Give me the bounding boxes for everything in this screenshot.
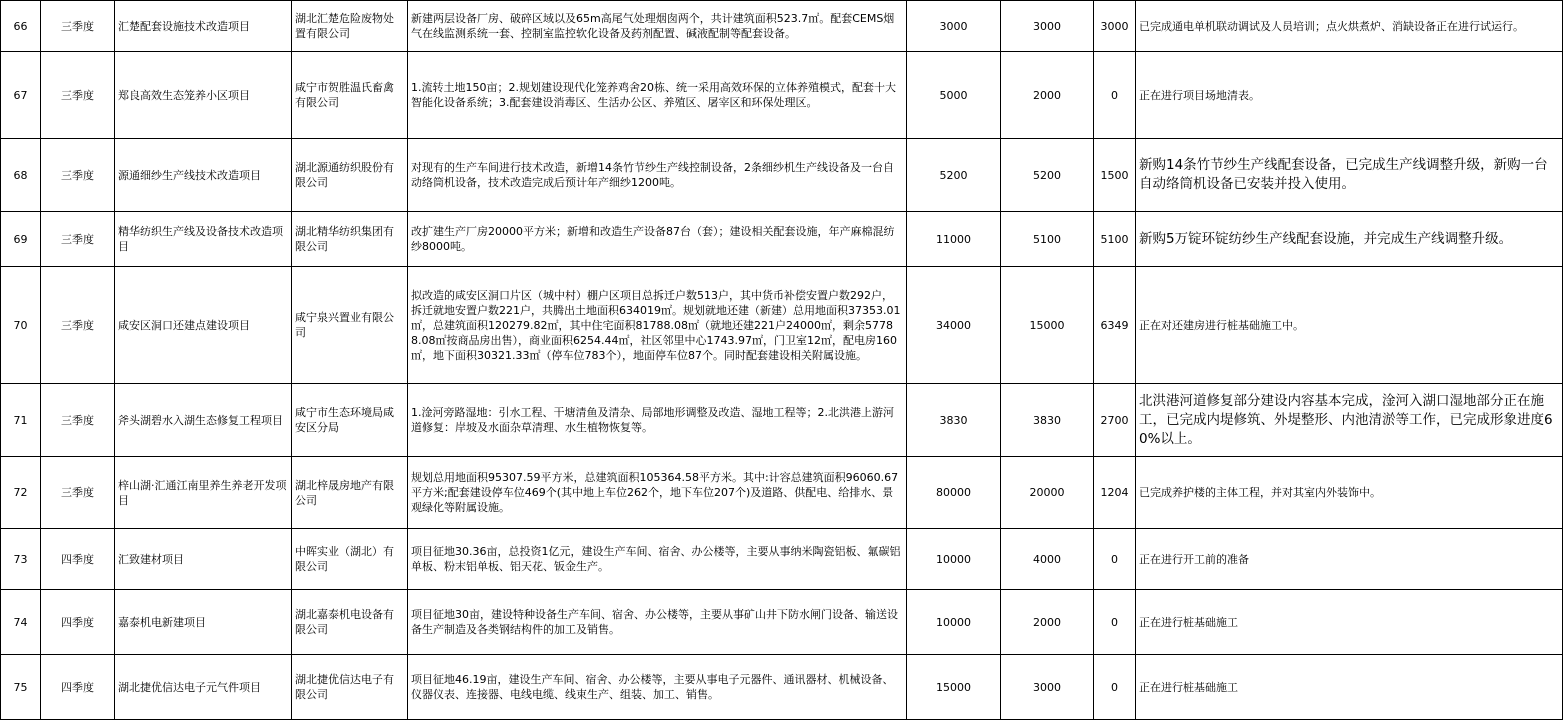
total-investment-cell: 15000 bbox=[907, 655, 1001, 720]
annual-plan-cell: 2000 bbox=[1001, 52, 1094, 139]
progress-status-cell: 正在对还建房进行桩基础施工中。 bbox=[1136, 267, 1563, 384]
quarter-cell: 四季度 bbox=[41, 590, 115, 655]
completed-cell: 2700 bbox=[1094, 384, 1136, 457]
total-investment-cell: 10000 bbox=[907, 590, 1001, 655]
owner-cell: 中晖实业（湖北）有限公司 bbox=[292, 529, 408, 590]
row-number: 71 bbox=[1, 384, 41, 457]
quarter-cell: 三季度 bbox=[41, 384, 115, 457]
completed-cell: 0 bbox=[1094, 529, 1136, 590]
table-row bbox=[1, 139, 1563, 212]
content-cell: 改扩建生产厂房20000平方米；新增和改造生产设备87台（套）；建设相关配套设施，年产麻棉混纺纱8000吨。 bbox=[408, 212, 907, 267]
completed-cell: 0 bbox=[1094, 590, 1136, 655]
progress-status-cell: 北洪港河道修复部分建设内容基本完成，淦河入湖口湿地部分正在施工，已完成内堤修筑、外堤整形、内池清淤等工作，已完成形象进度60%以上。 bbox=[1136, 384, 1563, 457]
project-name-cell: 嘉泰机电新建项目 bbox=[115, 590, 292, 655]
annual-plan-cell: 3000 bbox=[1001, 655, 1094, 720]
completed-cell: 6349 bbox=[1094, 267, 1136, 384]
completed-cell: 1204 bbox=[1094, 457, 1136, 529]
completed-cell: 1500 bbox=[1094, 139, 1136, 212]
row-number: 73 bbox=[1, 529, 41, 590]
completed-cell: 5100 bbox=[1094, 212, 1136, 267]
total-investment-cell: 10000 bbox=[907, 529, 1001, 590]
content-cell: 1.淦河旁路湿地：引水工程、干塘清鱼及清杂、局部地形调整及改造、湿地工程等；2.北洪港上游河道修复：岸坡及水面杂草清理、水生植物恢复等。 bbox=[408, 384, 907, 457]
table-row bbox=[1, 590, 1563, 655]
table-row bbox=[1, 267, 1563, 384]
row-number: 67 bbox=[1, 52, 41, 139]
project-name-cell: 郑良高效生态笼养小区项目 bbox=[115, 52, 292, 139]
annual-plan-cell: 20000 bbox=[1001, 457, 1094, 529]
completed-cell: 0 bbox=[1094, 655, 1136, 720]
table-row bbox=[1, 457, 1563, 529]
total-investment-cell: 11000 bbox=[907, 212, 1001, 267]
table-row bbox=[1, 655, 1563, 720]
quarter-cell: 三季度 bbox=[41, 457, 115, 529]
progress-status-cell: 新购5万锭环锭纺纱生产线配套设施，并完成生产线调整升级。 bbox=[1136, 212, 1563, 267]
total-investment-cell: 5200 bbox=[907, 139, 1001, 212]
table-row bbox=[1, 1, 1563, 52]
annual-plan-cell: 2000 bbox=[1001, 590, 1094, 655]
annual-plan-cell: 4000 bbox=[1001, 529, 1094, 590]
owner-cell: 咸宁市生态环境局咸安区分局 bbox=[292, 384, 408, 457]
content-cell: 项目征地30.36亩，总投资1亿元，建设生产车间、宿舍、办公楼等，主要从事纳米陶瓷铝板、氟碳铝单板、粉末铝单板、铝天花、钣金生产。 bbox=[408, 529, 907, 590]
progress-status-cell: 正在进行桩基础施工 bbox=[1136, 590, 1563, 655]
content-cell: 项目征地30亩，建设特种设备生产车间、宿舍、办公楼等，主要从事矿山井下防水闸门设备、输送设备生产制造及各类钢结构件的加工及销售。 bbox=[408, 590, 907, 655]
owner-cell: 咸宁泉兴置业有限公司 bbox=[292, 267, 408, 384]
total-investment-cell: 3000 bbox=[907, 1, 1001, 52]
project-name-cell: 源通细纱生产线技术改造项目 bbox=[115, 139, 292, 212]
row-number: 70 bbox=[1, 267, 41, 384]
owner-cell: 咸宁市贺胜温氏畜禽有限公司 bbox=[292, 52, 408, 139]
project-name-cell: 汇致建材项目 bbox=[115, 529, 292, 590]
content-cell: 拟改造的咸安区洞口片区（城中村）棚户区项目总拆迁户数513户，其中货币补偿安置户数292户，拆迁就地安置户数221户，共腾出土地面积634019㎡。规划就地还建（新建）总用地面积37353.01㎡，总建筑面积120279.82㎡，其中住宅面积81788.08㎡（就地还建221户24000㎡，剩余57788.08㎡按商品房出售），商业面积6254.44㎡，社区邻里中心1743.97㎡，门卫室12㎡，配电房160㎡，地下面积30321.33㎡（停车位783个），地面停车位87个。同时配套建设相关附属设施。 bbox=[408, 267, 907, 384]
quarter-cell: 四季度 bbox=[41, 529, 115, 590]
quarter-cell: 三季度 bbox=[41, 267, 115, 384]
total-investment-cell: 5000 bbox=[907, 52, 1001, 139]
project-name-cell: 斧头湖碧水入湖生态修复工程项目 bbox=[115, 384, 292, 457]
project-name-cell: 精华纺织生产线及设备技术改造项目 bbox=[115, 212, 292, 267]
progress-status-cell: 正在进行项目场地清表。 bbox=[1136, 52, 1563, 139]
progress-status-cell: 已完成通电单机联动调试及人员培训；点火烘煮炉、消缺设备正在进行试运行。 bbox=[1136, 1, 1563, 52]
table-row bbox=[1, 529, 1563, 590]
owner-cell: 湖北精华纺织集团有限公司 bbox=[292, 212, 408, 267]
total-investment-cell: 80000 bbox=[907, 457, 1001, 529]
quarter-cell: 三季度 bbox=[41, 1, 115, 52]
project-name-cell: 湖北捷优信达电子元气件项目 bbox=[115, 655, 292, 720]
owner-cell: 湖北嘉泰机电设备有限公司 bbox=[292, 590, 408, 655]
content-cell: 1.流转土地150亩；2.规划建设现代化笼养鸡舍20栋、统一采用高效环保的立体养殖模式，配套十大智能化设备系统；3.配套建设消毒区、生活办公区、养殖区、屠宰区和环保处理区。 bbox=[408, 52, 907, 139]
completed-cell: 0 bbox=[1094, 52, 1136, 139]
content-cell: 对现有的生产车间进行技术改造，新增14条竹节纱生产线控制设备，2条细纱机生产线设备及一台自动络筒机设备，技术改造完成后预计年产细纱1200吨。 bbox=[408, 139, 907, 212]
project-name-cell: 梓山湖·汇通江南里养生养老开发项目 bbox=[115, 457, 292, 529]
quarter-cell: 三季度 bbox=[41, 139, 115, 212]
progress-status-cell: 正在进行桩基础施工 bbox=[1136, 655, 1563, 720]
project-name-cell: 汇楚配套设施技术改造项目 bbox=[115, 1, 292, 52]
quarter-cell: 三季度 bbox=[41, 212, 115, 267]
progress-status-cell: 正在进行开工前的准备 bbox=[1136, 529, 1563, 590]
annual-plan-cell: 3000 bbox=[1001, 1, 1094, 52]
row-number: 74 bbox=[1, 590, 41, 655]
total-investment-cell: 34000 bbox=[907, 267, 1001, 384]
annual-plan-cell: 15000 bbox=[1001, 267, 1094, 384]
owner-cell: 湖北捷优信达电子有限公司 bbox=[292, 655, 408, 720]
owner-cell: 湖北梓晟房地产有限公司 bbox=[292, 457, 408, 529]
row-number: 66 bbox=[1, 1, 41, 52]
row-number: 68 bbox=[1, 139, 41, 212]
content-cell: 新建两层设备厂房、破碎区域以及65m高尾气处理烟囱两个，共计建筑面积523.7㎡。配套CEMS烟气在线监测系统一套、控制室监控软化设备及药剂配置、碱液配制等配套设备。 bbox=[408, 1, 907, 52]
owner-cell: 湖北源通纺织股份有限公司 bbox=[292, 139, 408, 212]
row-number: 75 bbox=[1, 655, 41, 720]
table-row bbox=[1, 384, 1563, 457]
progress-status-cell: 已完成养护楼的主体工程，并对其室内外装饰中。 bbox=[1136, 457, 1563, 529]
annual-plan-cell: 5200 bbox=[1001, 139, 1094, 212]
owner-cell: 湖北汇楚危险废物处置有限公司 bbox=[292, 1, 408, 52]
progress-status-cell: 新购14条竹节纱生产线配套设备，已完成生产线调整升级，新购一台自动络筒机设备已安装并投入使用。 bbox=[1136, 139, 1563, 212]
project-name-cell: 咸安区洞口还建点建设项目 bbox=[115, 267, 292, 384]
annual-plan-cell: 5100 bbox=[1001, 212, 1094, 267]
content-cell: 项目征地46.19亩，建设生产车间、宿舍、办公楼等，主要从事电子元器件、通讯器材、机械设备、仪器仪表、连接器、电线电缆、线束生产、组装、加工、销售。 bbox=[408, 655, 907, 720]
quarter-cell: 四季度 bbox=[41, 655, 115, 720]
content-cell: 规划总用地面积95307.59平方米，总建筑面积105364.58平方米。其中:计容总建筑面积96060.67平方米;配套建设停车位469个(其中地上车位262个，地下车位207个)及道路、供配电、给排水、景观绿化等附属设施。 bbox=[408, 457, 907, 529]
row-number: 72 bbox=[1, 457, 41, 529]
completed-cell: 3000 bbox=[1094, 1, 1136, 52]
row-number: 69 bbox=[1, 212, 41, 267]
quarter-cell: 三季度 bbox=[41, 52, 115, 139]
total-investment-cell: 3830 bbox=[907, 384, 1001, 457]
annual-plan-cell: 3830 bbox=[1001, 384, 1094, 457]
table-row bbox=[1, 212, 1563, 267]
table-row bbox=[1, 52, 1563, 139]
